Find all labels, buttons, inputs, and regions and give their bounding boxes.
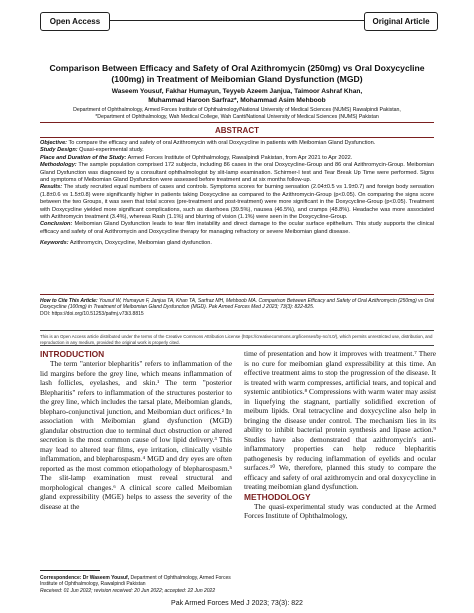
abstract-body	[40, 140, 434, 248]
license-notice: This is an Open Access article distributed under the terms of the Creative Commons Attribution License (https://creativecommons.org/licenses/by-nc/4.0/), which permits unrestricted use, distribution, and reproduction in any medium, provided the original work is properly cited.	[40, 334, 433, 345]
page-footer: Pak Armed Forces Med J 2023; 73(3): 822	[171, 600, 303, 607]
abstract-results: Results: The study recruited equal numbers of cases and controls. Symptoms scores for burning sensation (2.04±0.5 vs 1.9±0.7) and foreign body sensation (1.8±0.6 vs 1.5±0.8) were significantly higher in patients taking Doxycycline as compared to the Azithromycin-Group (p<0.05). On comparing the signs score between the two Groups, it was seen that total scores (pre-treatment and post-treatment) were more significant in the Doxycycline-Group (p<0.05). Treatment with Doxycycline yielded more significant complications, such as diarrhoea (39.5%), nausea (46.5%), and cramps (48.8%). Headache was more associated with Azithromycin treatment (3.4%), whereas Rash (1.1%) and blurring of vision (1.1%) were seen in the Doxycycline-Group.	[40, 184, 434, 221]
correspondence: Correspondence: Dr Waseem Yousuf, Department of Ophthalmology, Armed Forces Institute of Ophthalmology, Rawalpindi Pakistan Received: 01 Jun 2022; revision received: 20 Jun 2022; accepted: 22 Jun 2022	[40, 575, 231, 594]
abstract-rule-top	[40, 122, 434, 123]
abstract-conclusion: Conclusion: Meibomian Gland Dysfunction leads to tear film instability and direct damage to the ocular surface epithelium. This study supports the clinical efficacy and safety of oral Azithromycin and Doxycycline therapy for managing refractory or severe Meibomian gland disease.	[40, 221, 434, 235]
abstract-methodology: Methodology: The sample population comprised 172 subjects, including 86 cases in the oral Doxycycline-Group and 86 oral Azithromycin-Group. Meibomian Gland Dysfunction was diagnosed by a consultant ophthalmologist by slit-lamp examination. Schirmer-I test and Tear Break Up Time were performed. Signs and symptoms of Meibomian Gland Dysfunction were assessed before treatment and at six months follow-up.	[40, 162, 434, 184]
right-column	[244, 349, 436, 521]
doi-link[interactable]: DOI: https://doi.org/10.51253/pafmj.v73i3.8815	[40, 310, 144, 317]
authors-line-1: Waseem Yousuf, Fakhar Humayun, Teyyeb Azeem Janjua, Taimoor Ashraf Khan,	[111, 88, 363, 95]
abstract-rule-bottom	[40, 294, 434, 295]
open-access-badge: Open Access	[40, 12, 110, 31]
abstract-keywords: Keywords: Azithromycin, Doxycycline, Meibomian gland dysfunction.	[40, 240, 212, 247]
introduction-heading: INTRODUCTION	[40, 349, 105, 359]
intro-continuation-paragraph: time of presentation and how it improves with treatment.⁷ There is no cure for meibomian gland expressibility at this time. An effective treatment aims to stop the progression of the disease. It is treated with warm compresses, artificial tears, and topical and systemic antibiotics.⁸ Compressions with warm water may assist in liquefying the stagnant, partially solidified excretion of meibum lipids. Oral tetracycline and doxycycline also help in bringing the disease under control. The mechanism lies in its ability to inhibit bacterial protein synthesis and lipase action.⁹ Studies have also demonstrated that azithromycin's anti-inflammatory properties can help reduce blepharitis pathogenesis by reducing inflammation of eyelids and ocular surfaces.¹⁰ We, therefore, planned this study to compare the efficacy and safety of oral azithromycin and oral doxycycline in treating meibomian gland dysfunction.	[244, 349, 436, 491]
affiliation-1: Department of Ophthalmology, Armed Forces Institute of Ophthalmology/National University of Medical Sciences (NUMS) Rawalpindi Pakistan,	[73, 107, 401, 113]
abstract-place: Place and Duration of the Study: Armed Forces Institute of Ophthalmology, Rawalpindi Pakistan, from Apr 2021 to Apr 2022.	[40, 154, 353, 161]
abstract-design: Study Design: Quasi-experimental study.	[40, 147, 144, 154]
original-article-badge: Original Article	[364, 12, 438, 31]
abstract-objective: Objective: To compare the efficacy and safety of oral Azithromycin with oral Doxycycline in patients with Meibomian Gland Dysfunction.	[40, 140, 376, 146]
article-title	[40, 63, 434, 85]
methodology-heading: METHODOLOGY	[244, 491, 311, 502]
affiliations	[40, 107, 434, 121]
methodology-paragraph: The quasi-experimental study was conducted at the Armed Forces Institute of Ophthalmology,	[244, 501, 436, 520]
license-rule-bottom	[40, 345, 434, 346]
license-rule-top	[40, 330, 434, 331]
left-column	[40, 349, 232, 511]
authors	[40, 88, 434, 105]
correspondence-rule	[40, 570, 100, 571]
title-line-2: (100mg) in Treatment of Meibomian Gland Dysfunction (MGD)	[111, 74, 363, 84]
how-to-cite: How to Cite This Article: Yousuf W, Humayun F, Janjua TA, Khan TA, Sarfraz MH, Mehboob MA. Comparison Between Efficacy and Safety of Oral Azithromycin (250mg) vs Oral Doxycycline (100mg) in Treatment of Meibomian Gland Dysfunction (MGD). Pak Armed Forces Med J 2023; 73(3): 822-825. DOI: https://doi.org/10.51253/pafmj.v73i3.8815	[40, 298, 435, 317]
top-rule	[108, 20, 364, 21]
abstract-heading: ABSTRACT	[215, 126, 259, 135]
abstract-rule-under-heading	[40, 137, 434, 138]
introduction-paragraph: The term "anterior blepharitis" refers to inflammation of the lid margins before the grey line, which means inflammation of lash follicles, eyelashes, and skin.¹ The term "posterior Blepharitis" refers to inflammation of the structures posterior to the grey line, which includes the tarsal plate, Meibomian glands, blepharo-conjunctival junction, and Meibomian duct orifices.² In association with Meibomian gland dysfunction (MGD) glandular obstruction due to terminal duct obstruction or altered secretion is the most common cause of low lipid delivery.³ This may lead to altered tear films, eye irritation, clinically visible inflammation, and blepharospasm.⁴ MGD and dry eyes are often reported as the most common etiopathology of blepharospasm.⁵ The slit-lamp examination must reveal structural and morphological changes.⁶ A clinical score called Meibomian gland expressibility (MGE) helps to assess the severity of the disease at the	[40, 359, 232, 511]
affiliation-2: *Department of Ophthalmology, Wah Medical College, Wah Cantt/National University of Medical Sciences (NUMS) Pakistan	[95, 114, 379, 120]
title-line-1: Comparison Between Efficacy and Safety of Oral Azithromycin (250mg) vs Oral Doxycycline	[49, 63, 425, 73]
authors-line-2: Muhammad Haroon Sarfraz*, Mohammad Asim Mehboob	[148, 96, 326, 104]
